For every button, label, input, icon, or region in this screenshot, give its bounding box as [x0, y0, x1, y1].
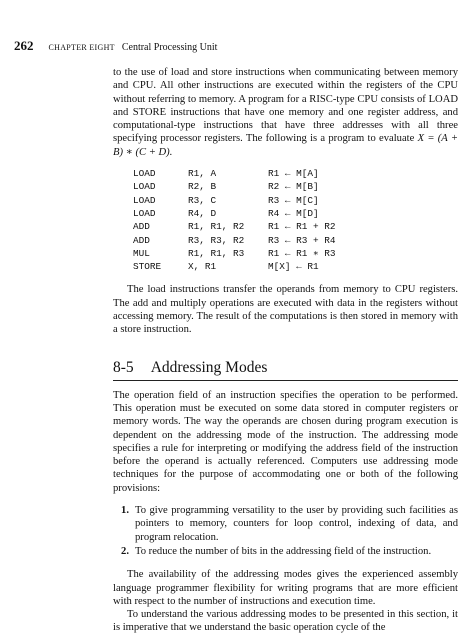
section-title: Addressing Modes — [150, 358, 268, 376]
register-transfer: R4 ← M[D] — [268, 207, 319, 219]
opcode: MUL — [133, 247, 150, 259]
list-number: 1. — [121, 505, 129, 517]
intro-text: to the use of load and store instructions when communicating between memory and CPU. All other instructions are executed within the registers of the CPU without referring to memory. A program for a RISC-type CPU consists of LOAD and STORE instructions that have one memory and one register address, and computational-type instructions that have three addresses with all three specifying processor registers. The following is a program to evaluate — [113, 67, 458, 145]
program-line — [133, 260, 458, 273]
equation: X = (A + B) ∗ (C + D). — [113, 133, 458, 158]
operands: R1, R1, R2 — [188, 221, 245, 233]
program-line — [133, 180, 458, 193]
operands: R2, B — [188, 181, 217, 193]
opcode: ADD — [133, 221, 150, 233]
register-transfer: R1 ← R1 ∗ R3 — [268, 247, 336, 259]
list-number: 2. — [121, 545, 129, 557]
register-transfer: R2 ← M[B] — [268, 181, 319, 193]
register-transfer: M[X] ← R1 — [268, 261, 319, 273]
section-paragraph-3: To understand the various addressing modes to be presented in this section, it is imperative that we understand the basic operation cycle of the — [113, 609, 458, 634]
provisions-list — [113, 504, 458, 558]
section-heading — [113, 359, 458, 381]
list-item — [113, 545, 458, 558]
program-line — [133, 247, 458, 260]
register-transfer: R1 ← R1 + R2 — [268, 221, 336, 233]
register-transfer: R3 ← R3 + R4 — [268, 234, 336, 246]
opcode: STORE — [133, 261, 162, 273]
page-number: 262 — [14, 38, 34, 53]
operands: R3, C — [188, 194, 217, 206]
opcode: LOAD — [133, 194, 156, 206]
section-paragraph-1: The operation field of an instruction specifies the operation to be performed. This operation must be executed on some data stored in computer registers or memory words. The way the operands are chosen during program execution is dependent on the addressing mode of the instruction. The addressing mode specifies a rule for interpreting or modifying the address field of the instruction before the operand is actually referenced. Computers use addressing mode techniques for the purpose of accommodating one or both of the following provisions: — [113, 389, 458, 494]
chapter-title: Central Processing Unit — [121, 42, 218, 53]
list-text: To give programming versatility to the user by providing such facilities as pointers to memory, counters for loop control, indexing of data, and program relocation. — [135, 505, 458, 543]
operands: X, R1 — [188, 261, 217, 273]
program-line — [133, 194, 458, 207]
list-text: To reduce the number of bits in the addressing field of the instruction. — [135, 545, 432, 557]
opcode: LOAD — [133, 181, 156, 193]
section-number: 8-5 — [113, 358, 134, 376]
register-transfer: R1 ← M[A] — [268, 168, 319, 180]
section-paragraph-2: The availability of the addressing modes gives the experienced assembly language programmer flexibility for writing programs that are more efficient with respect to the number of instructions and execution time. — [113, 569, 458, 607]
opcode: ADD — [133, 234, 150, 246]
list-item — [113, 504, 458, 544]
operands: R3, R3, R2 — [188, 234, 245, 246]
program-line — [133, 234, 458, 247]
intro-paragraph — [113, 66, 458, 159]
page-body — [113, 66, 458, 635]
running-head — [14, 39, 217, 55]
chapter-label: CHAPTER EIGHT — [48, 43, 115, 52]
operands: R4, D — [188, 207, 217, 219]
register-transfer: R3 ← M[C] — [268, 194, 319, 206]
program-listing — [133, 167, 458, 273]
operands: R1, A — [188, 168, 217, 180]
opcode: LOAD — [133, 207, 156, 219]
after-program-paragraph: The load instructions transfer the operands from memory to CPU registers. The add and multiply operations are executed with data in the registers without accessing memory. The result of the computations is then stored in memory with a store instruction. — [113, 284, 458, 336]
program-line — [133, 167, 458, 180]
operands: R1, R1, R3 — [188, 247, 245, 259]
program-line — [133, 207, 458, 220]
program-line — [133, 220, 458, 233]
opcode: LOAD — [133, 168, 156, 180]
